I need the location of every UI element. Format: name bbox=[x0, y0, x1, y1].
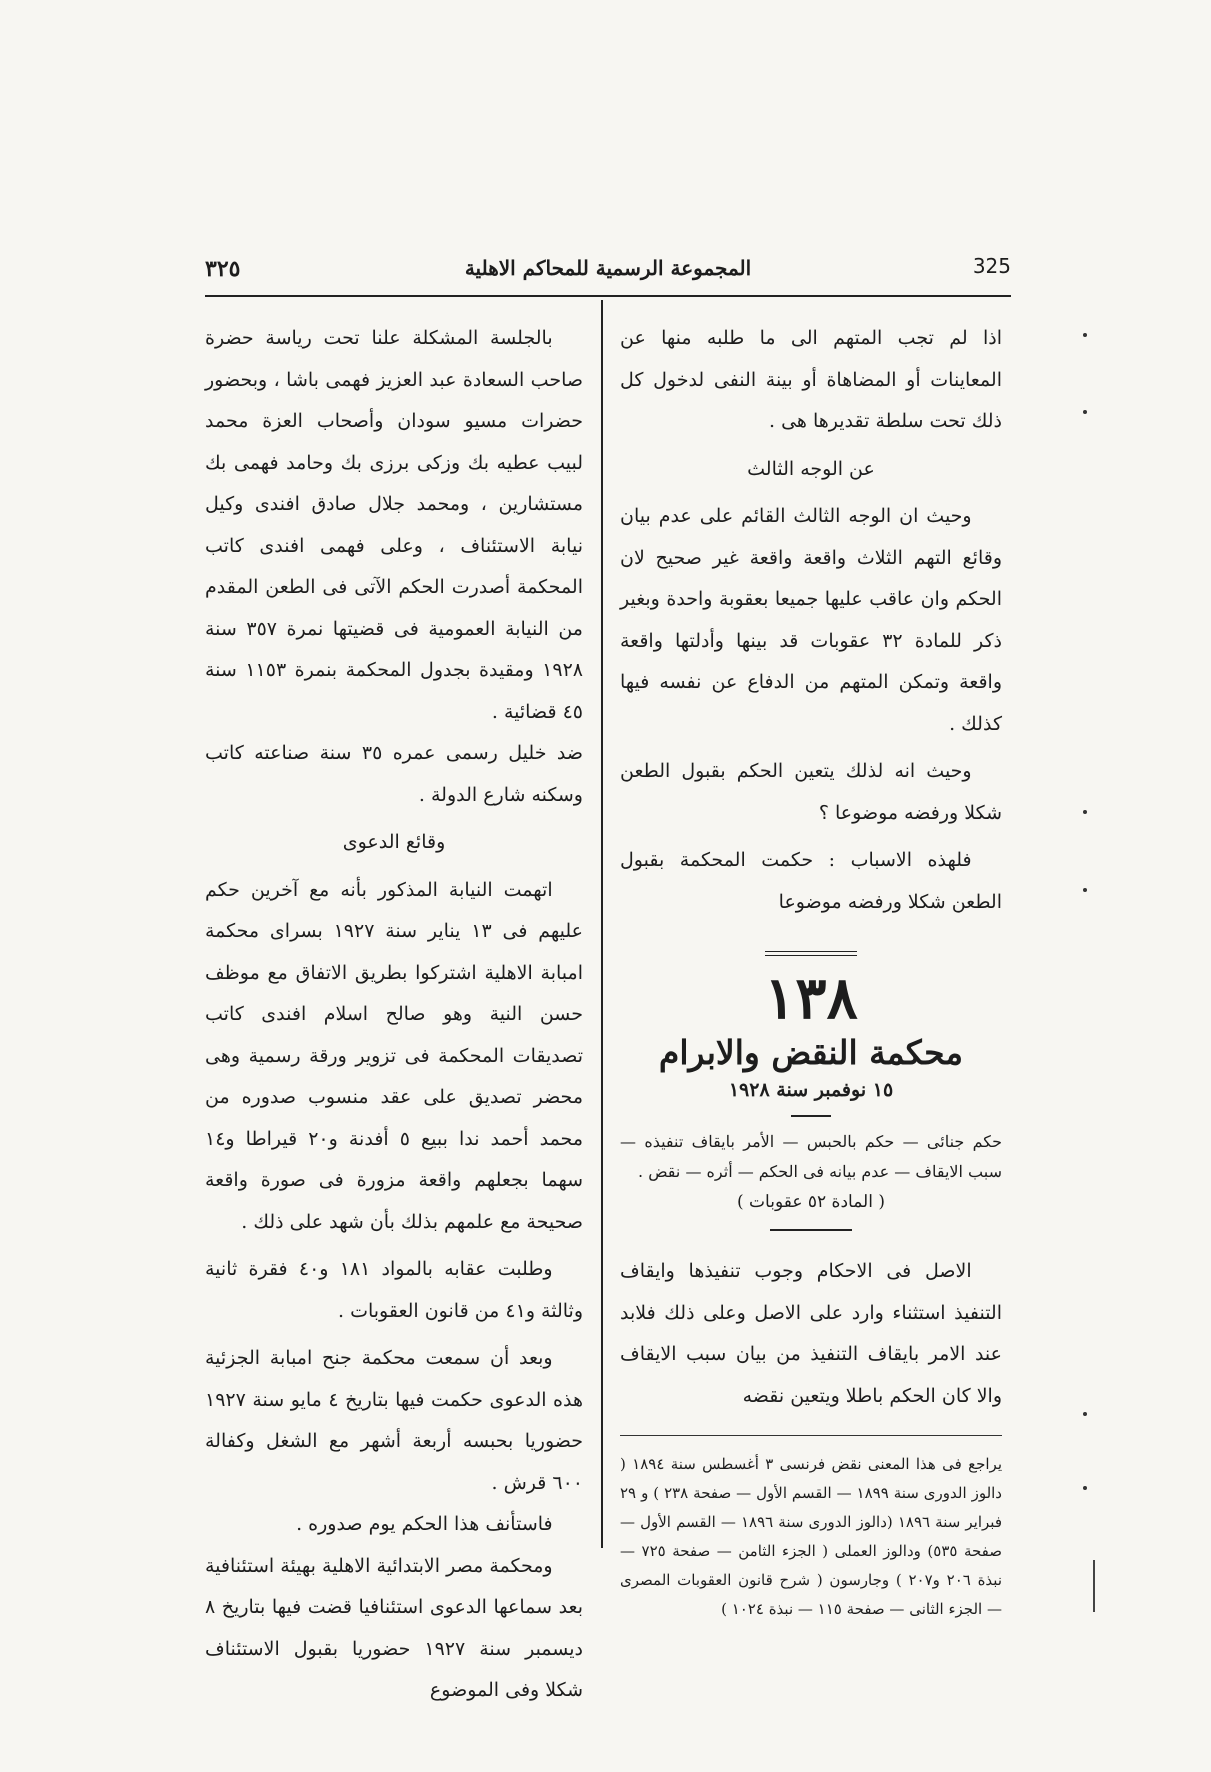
paragraph: اذا لم تجب المتهم الى ما طلبه منها عن المعاينات أو المضاهاة أو بينة النفى لدخول كل ذلك تحت سلطة تقديرها هى . bbox=[620, 327, 1002, 432]
column-divider bbox=[601, 300, 603, 1548]
paragraph: فاستأنف هذا الحكم يوم صدوره . bbox=[296, 1513, 553, 1535]
scan-speck bbox=[1083, 1412, 1087, 1416]
journal-title: المجموعة الرسمية للمحاكم الاهلية bbox=[464, 256, 752, 280]
running-header bbox=[205, 250, 1011, 292]
case-date: ١٥ نوفمبر سنة ١٩٢٨ bbox=[728, 1079, 894, 1101]
ornament-rule bbox=[765, 951, 857, 959]
right-column bbox=[620, 318, 1002, 1624]
paragraph: وبعد أن سمعت محكمة جنح امبابة الجزئية هذه الدعوى حكمت فيها بتاريخ ٤ مايو سنة ١٩٢٧ حضوريا بحبسه أربعة أشهر مع الشغل وكفالة ٦٠٠ قرش . bbox=[205, 1347, 583, 1494]
section-heading: وقائع الدعوى bbox=[342, 831, 446, 853]
article-reference: ( المادة ٥٢ عقوبات ) bbox=[737, 1192, 885, 1212]
case-number: ١٣٨ bbox=[764, 964, 858, 1032]
paragraph: ومحكمة مصر الابتدائية الاهلية بهيئة استئنافية بعد سماعها الدعوى استئنافيا قضت فيها بتاريخ ٨ ديسمبر سنة ١٩٢٧ حضوريا بقبول الاستئناف شكلا وفى الموضوع bbox=[205, 1554, 583, 1701]
scan-edge-line bbox=[1093, 1560, 1095, 1612]
court-name: محكمة النقض والابرام bbox=[658, 1033, 964, 1072]
footnote: يراجع فى هذا المعنى نقض فرنسى ٣ أغسطس سنة ١٨٩٤ ( دالوز الدورى سنة ١٨٩٩ — القسم الأول — صفحة ٢٣٨ ) و ٢٩ فبراير سنة ١٨٩٦ (دالوز الدورى سنة ١٨٩٦ — القسم الأول — صفحة ٥٣٥) ودالوز العملى ( الجزء الثامن — صفحة ٧٢٥ — نبذة ٢٠٦ و٢٠٧ ) وجارسون ( شرح قانون العقوبات المصرى — الجزء الثانى — صفحة ١١٥ — نبذة ١٠٢٤ ) bbox=[620, 1455, 1002, 1618]
left-column bbox=[205, 318, 583, 1712]
page-number-arabic: ٣٢٥ bbox=[205, 256, 241, 282]
footnote-rule bbox=[620, 1435, 1002, 1436]
divider bbox=[791, 1115, 831, 1117]
paragraph: اتهمت النيابة المذكور بأنه مع آخرين حكم عليهم فى ١٣ يناير سنة ١٩٢٧ بسراى محكمة امبابة الاهلية اشتركوا بطريق الاتفاق مع موظف حسن النية وهو صالح اسلام افندى كاتب تصديقات المحكمة فى تزوير ورقة رسمية وهى محضر تصديق على عقد منسوب صدوره من محمد أحمد ندا ببيع ٥ أفدنة و٢٠ قيراطا و١٤ سهما بجعلهم واقعة مزورة فى صورة واقعة صحيحة مع علمهم بذلك بأن شهد على ذلك . bbox=[205, 878, 584, 1233]
scan-speck bbox=[1083, 810, 1087, 814]
header-rule bbox=[205, 295, 1011, 297]
scan-speck bbox=[1083, 410, 1087, 414]
legal-principle: الاصل فى الاحكام وجوب تنفيذها وايقاف التنفيذ استثناء وارد على الاصل وعلى ذلك فلابد عند الامر بايقاف التنفيذ من بيان سبب الايقاف والا كان الحكم باطلا ويتعين نقضه bbox=[620, 1260, 1002, 1407]
paragraph: وحيث ان الوجه الثالث القائم على عدم بيان وقائع التهم الثلاث واقعة واقعة غير صحيح لان الحكم وان عاقب عليها جميعا بعقوبة واحدة وبغير ذكر للمادة ٣٢ عقوبات قد بينها وأدلتها واقعة واقعة وتمكن المتهم من الدفاع عن نفسه فيها كذلك . bbox=[620, 505, 1002, 735]
paragraph: وحيث انه لذلك يتعين الحكم بقبول الطعن شكلا ورفضه موضوعا ؟ bbox=[620, 760, 1002, 824]
section-heading: عن الوجه الثالث bbox=[747, 457, 875, 480]
paragraph: وطلبت عقابه بالمواد ١٨١ و٤٠ فقرة ثانية وثالثة و٤١ من قانون العقوبات . bbox=[205, 1258, 583, 1322]
divider bbox=[770, 1229, 852, 1231]
paragraph: ضد خليل رسمى عمره ٣٥ سنة صناعته كاتب وسكنه شارع الدولة . bbox=[205, 742, 583, 806]
page-number-latin: 325 bbox=[972, 254, 1011, 278]
scan-speck bbox=[1083, 888, 1087, 892]
case-keywords: حكم جنائى — حكم بالحبس — الأمر بايقاف تنفيذه — سبب الايقاف — عدم بيانه فى الحكم — أثره — نقض . bbox=[620, 1132, 1002, 1181]
paragraph: فلهذه الاسباب : حكمت المحكمة بقبول الطعن شكلا ورفضه موضوعا bbox=[620, 849, 1002, 913]
scan-speck bbox=[1083, 333, 1087, 337]
paragraph: بالجلسة المشكلة علنا تحت رياسة حضرة صاحب السعادة عبد العزيز فهمى باشا ، وبحضور حضرات مسيو سودان وأصحاب العزة محمد لبيب عطيه بك وزكى برزى بك وحامد فهمى بك مستشارين ، ومحمد جلال صادق افندى وكيل نيابة الاستئناف ، وعلى فهمى افندى كاتب المحكمة أصدرت الحكم الآتى فى الطعن المقدم من النيابة العمومية فى قضيتها نمرة ٣٥٧ سنة ١٩٢٨ ومقيدة بجدول المحكمة بنمرة ١١٥٣ سنة ٤٥ قضائية . bbox=[205, 327, 583, 723]
scan-speck bbox=[1083, 1486, 1087, 1490]
